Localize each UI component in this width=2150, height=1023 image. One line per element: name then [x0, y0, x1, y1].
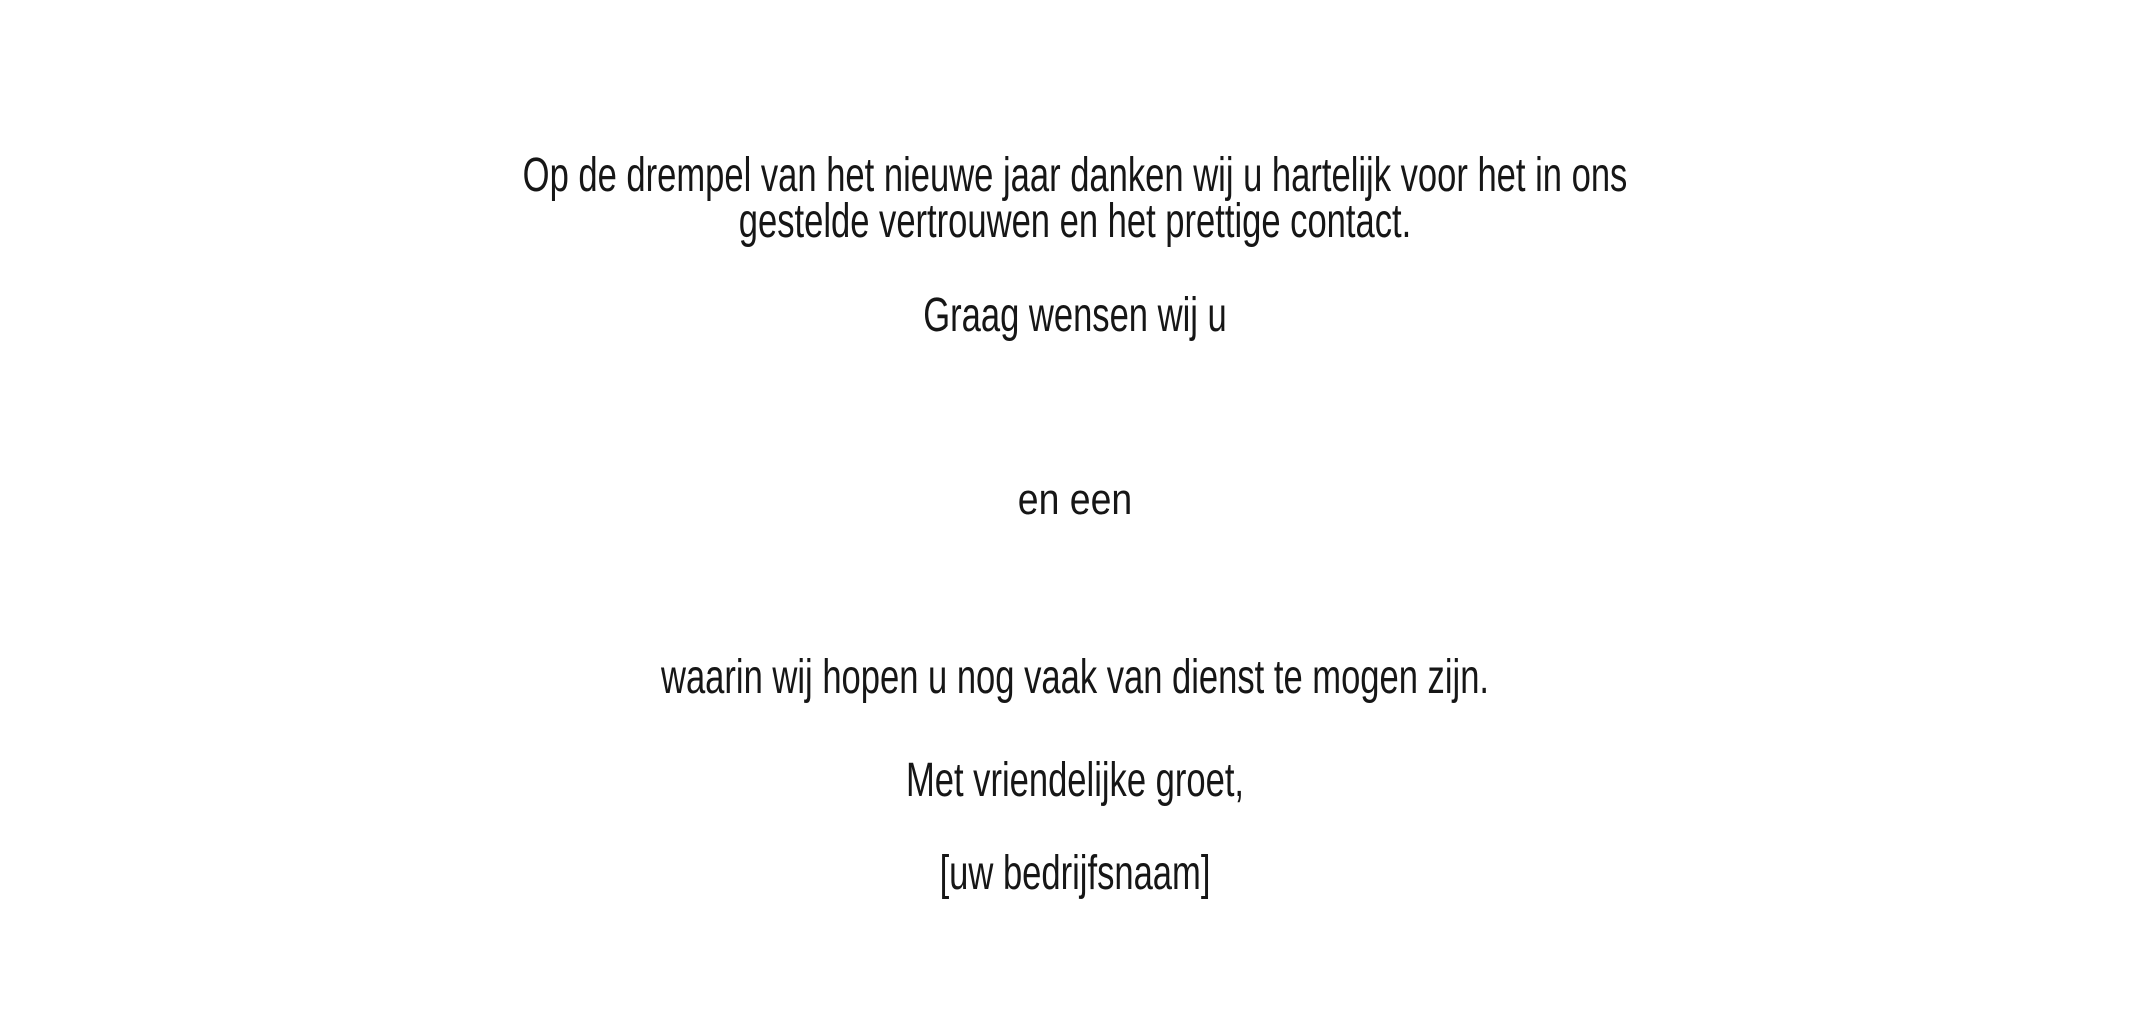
- wish-outro-text: waarin wij hopen u nog vaak van dienst te mogen zijn.: [660, 651, 1490, 704]
- wish-lead-in-text: Graag wensen wij u: [923, 289, 1227, 342]
- intro-text-line-2: gestelde vertrouwen en het prettige contact.: [738, 195, 1412, 248]
- signoff-text: Met vriendelijke groet,: [905, 754, 1245, 807]
- company-name-placeholder: [uw bedrijfsnaam]: [939, 847, 1211, 900]
- intro-text-line-1: Op de drempel van het nieuwe jaar danken wij u hartelijk voor het in ons: [522, 149, 1628, 202]
- wish-connector-text: en een: [1017, 475, 1133, 524]
